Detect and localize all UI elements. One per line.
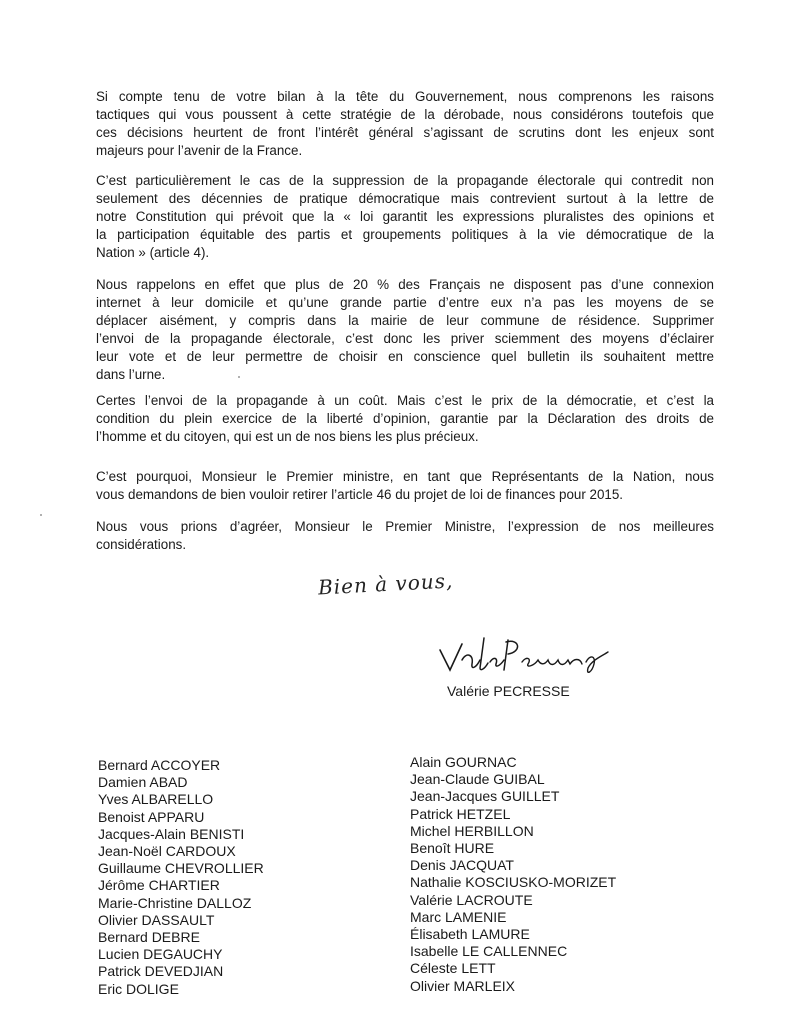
paragraph-line: vous demandons de bien vouloir retirer l’article 46 du projet de loi de finances pour 2015.	[96, 487, 624, 502]
paragraph-tactics	[96, 88, 714, 160]
signatory-name: Olivier MARLEIX	[410, 977, 516, 994]
signatory-name: Benoît HURE	[410, 840, 495, 857]
signatory-name: Guillaume CHEVROLLIER	[98, 860, 264, 877]
signatory-name: Yves ALBARELLO	[98, 791, 214, 808]
paragraph-line: la participation équitable des partis et groupements politiques à la vie démocratique de la	[96, 227, 714, 242]
handwritten-closing: Bien à vous,	[317, 568, 454, 600]
paragraph-line: Certes l’envoi de la propagande à un coût. Mais c’est le prix de la démocratie, et c’est la	[96, 393, 714, 408]
paragraph-line: notre Constitution qui prévoit que la « loi garantit les expressions pluralistes des opinions et	[96, 209, 714, 224]
paragraph-line: leur vote et de leur permettre de choisir en conscience quel bulletin ils souhaitent mettre	[96, 349, 714, 364]
signatory-name: Bernard ACCOYER	[98, 757, 221, 773]
signer-name: Valérie PECRESSE	[447, 683, 570, 699]
paragraph-line: seulement des décennies de pratique démocratique mais contrevient surtout à la lettre de	[96, 191, 714, 206]
paragraph-line: dans l’urne.	[96, 367, 166, 382]
signatory-name: Céleste LETT	[410, 960, 496, 977]
paragraph-line: Nous vous prions d’agréer, Monsieur le Premier Ministre, l’expression de nos meilleures	[96, 519, 714, 534]
scan-speck	[40, 514, 42, 516]
paragraph-line: déplacer aisément, y compris dans la mairie de leur commune de résidence. Supprimer	[96, 313, 714, 328]
signatories-left-column	[98, 757, 264, 998]
signatory-name: Alain GOURNAC	[410, 754, 517, 770]
handwritten-signature	[436, 630, 636, 678]
paragraph-cost-of-democracy	[96, 392, 714, 446]
signatory-name: Marie-Christine DALLOZ	[98, 894, 252, 911]
paragraph-salutation	[96, 518, 714, 554]
signatory-name: Lucien DEGAUCHY	[98, 946, 223, 963]
signatory-name: Patrick DEVEDJIAN	[98, 963, 224, 980]
paragraph-line: internet à leur domicile et qu’une grande partie d’entre eux n’a pas les moyens de se	[96, 295, 714, 310]
paragraph-line: condition du plein exercice de la liberté d’opinion, garantie par la Déclaration des droits de	[96, 411, 714, 426]
signatory-name: Isabelle LE CALLENNEC	[410, 943, 568, 960]
signatory-name: Michel HERBILLON	[410, 822, 534, 839]
paragraph-line: majeurs pour l’avenir de la France.	[96, 143, 303, 158]
signatory-name: Marc LAMENIE	[410, 908, 507, 925]
signatory-name: Jean-Jacques GUILLET	[410, 788, 560, 805]
paragraph-line: l’homme et du citoyen, qui est un de nos biens les plus précieux.	[96, 429, 479, 444]
signatory-name: Benoist APPARU	[98, 808, 205, 825]
signatory-name: Nathalie KOSCIUSKO-MORIZET	[410, 874, 617, 891]
signatory-name: Jean-Noël CARDOUX	[98, 843, 236, 860]
paragraph-internet-access	[96, 276, 714, 384]
signatories-right-column	[410, 754, 616, 995]
paragraph-line: Nous rappelons en effet que plus de 20 % des Français ne disposent pas d’une connexion	[96, 277, 714, 292]
signatory-name: Patrick HETZEL	[410, 805, 511, 822]
signatory-name: Valérie LACROUTE	[410, 891, 533, 908]
paragraph-line: considérations.	[96, 537, 187, 552]
paragraph-line: Nation » (article 4).	[96, 245, 210, 260]
signatory-name: Jérôme CHARTIER	[98, 877, 220, 894]
signatory-name: Damien ABAD	[98, 774, 188, 791]
paragraph-request	[96, 468, 714, 504]
signatory-name: Eric DOLIGE	[98, 980, 179, 997]
scan-speck	[238, 376, 240, 378]
signatory-name: Bernard DEBRE	[98, 929, 200, 946]
paragraph-line: l’envoi de la propagande électorale, c’est donc les priver sciemment des moyens d’éclairer	[96, 331, 714, 346]
paragraph-line: ces décisions heurtent de front l’intérêt général s’agissant de scrutins dont les enjeux sont	[96, 125, 714, 140]
signatory-name: Olivier DASSAULT	[98, 911, 215, 928]
paragraph-line: Si compte tenu de votre bilan à la tête du Gouvernement, nous comprenons les raisons	[96, 89, 714, 104]
paragraph-propaganda-suppression	[96, 172, 714, 262]
paragraph-line: tactiques qui vous poussent à cette stratégie de la dérobade, nous considérons toutefois que	[96, 107, 714, 122]
signatory-name: Jean-Claude GUIBAL	[410, 771, 545, 788]
paragraph-line: C’est pourquoi, Monsieur le Premier ministre, en tant que Représentants de la Nation, nous	[96, 469, 714, 484]
signatory-name: Jacques-Alain BENISTI	[98, 825, 245, 842]
paragraph-line: C’est particulièrement le cas de la suppression de la propagande électorale qui contredit non	[96, 173, 714, 188]
signatory-name: Élisabeth LAMURE	[410, 926, 530, 943]
signatory-name: Denis JACQUAT	[410, 857, 514, 874]
